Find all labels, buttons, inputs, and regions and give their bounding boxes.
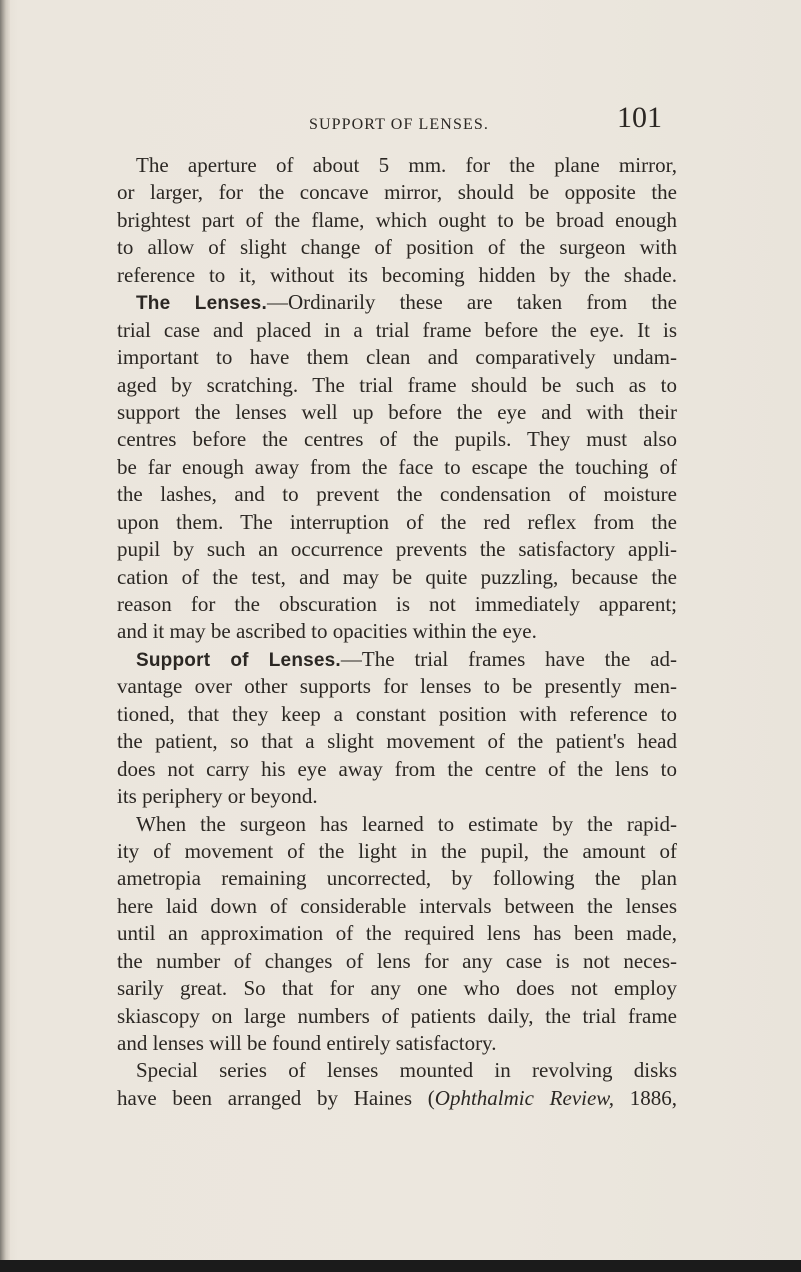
paragraph-line: or larger, for the concave mirror, should be opposite the [117, 180, 677, 205]
binding-edge [0, 0, 10, 1272]
paragraph-line-text: have been arranged by Haines ( [117, 1085, 435, 1110]
paragraph-line: ametropia remaining uncorrected, by following the plan [117, 866, 677, 891]
paragraph-line: the lashes, and to prevent the condensation of moisture [117, 482, 677, 507]
paragraph-line: reference to it, without its becoming hidden by the shade. [117, 262, 677, 287]
section-heading-lenses: The Lenses. [136, 293, 267, 315]
paragraph-line: skiascopy on large numbers of patients daily, the trial frame [117, 1003, 677, 1028]
page-number: 101 [617, 101, 662, 134]
paragraph-line: vantage over other supports for lenses to be presently men- [117, 674, 677, 699]
paragraph-line: to allow of slight change of position of the surgeon with [117, 235, 677, 260]
paragraph-line-text: —The trial frames have the ad- [340, 646, 677, 671]
paragraph-line [117, 289, 677, 316]
paragraph-line: support the lenses well up before the eye and with their [117, 399, 677, 424]
page-bottom-edge [0, 1260, 801, 1272]
paragraph-line: Special series of lenses mounted in revolving disks [136, 1058, 677, 1083]
paragraph-line: brightest part of the flame, which ought to be broad enough [117, 207, 677, 232]
paragraph-line: and it may be ascribed to opacities within the eye. [117, 619, 537, 644]
citation-title: Ophthalmic Review, [434, 1085, 615, 1110]
paragraph-line: reason for the obscuration is not immediately apparent; [117, 592, 677, 616]
running-head: SUPPORT OF LENSES. [309, 116, 489, 133]
paragraph-line: tioned, that they keep a constant position with reference to [117, 701, 677, 726]
paragraph-line: When the surgeon has learned to estimate by the rapid- [136, 811, 677, 836]
paragraph-line: and lenses will be found entirely satisfactory. [117, 1031, 497, 1055]
paragraph-line: aged by scratching. The trial frame should be such as to [117, 372, 677, 397]
paragraph-line: the patient, so that a slight movement of the patient's head [117, 729, 677, 754]
paragraph-line: be far enough away from the face to escape the touching of [117, 454, 677, 479]
paragraph-line: trial case and placed in a trial frame before the eye. It is [117, 317, 677, 342]
body-text [117, 152, 677, 1112]
paragraph-line: pupil by such an occurrence prevents the satisfactory appli- [117, 537, 677, 562]
paragraph-line: cation of the test, and may be quite puzzling, because the [117, 564, 677, 589]
paragraph-line: upon them. The interruption of the red reflex from the [117, 509, 677, 534]
paragraph-line: until an approximation of the required lens has been made, [117, 921, 677, 946]
paragraph-line: does not carry his eye away from the centre of the lens to [117, 756, 677, 781]
paragraph-line-text: —Ordinarily these are taken from the [266, 290, 677, 315]
paragraph-line: the number of changes of lens for any case is not neces- [117, 948, 677, 973]
paragraph-line [117, 646, 677, 673]
paragraph-line: The aperture of about 5 mm. for the plane mirror, [136, 153, 677, 177]
section-heading-support-of-lenses: Support of Lenses. [136, 649, 341, 671]
paragraph-line: here laid down of considerable intervals between the lenses [117, 893, 677, 918]
paragraph-line-text: 1886, [614, 1085, 678, 1110]
paragraph-line: centres before the centres of the pupils. They must also [117, 427, 677, 452]
paragraph-line [117, 1085, 677, 1112]
paragraph-line: sarily great. So that for any one who does not employ [117, 976, 677, 1001]
paragraph-line: ity of movement of the light in the pupil, the amount of [117, 838, 677, 863]
paragraph-line: its periphery or beyond. [117, 784, 318, 809]
paragraph-line: important to have them clean and comparatively undam- [117, 345, 677, 370]
